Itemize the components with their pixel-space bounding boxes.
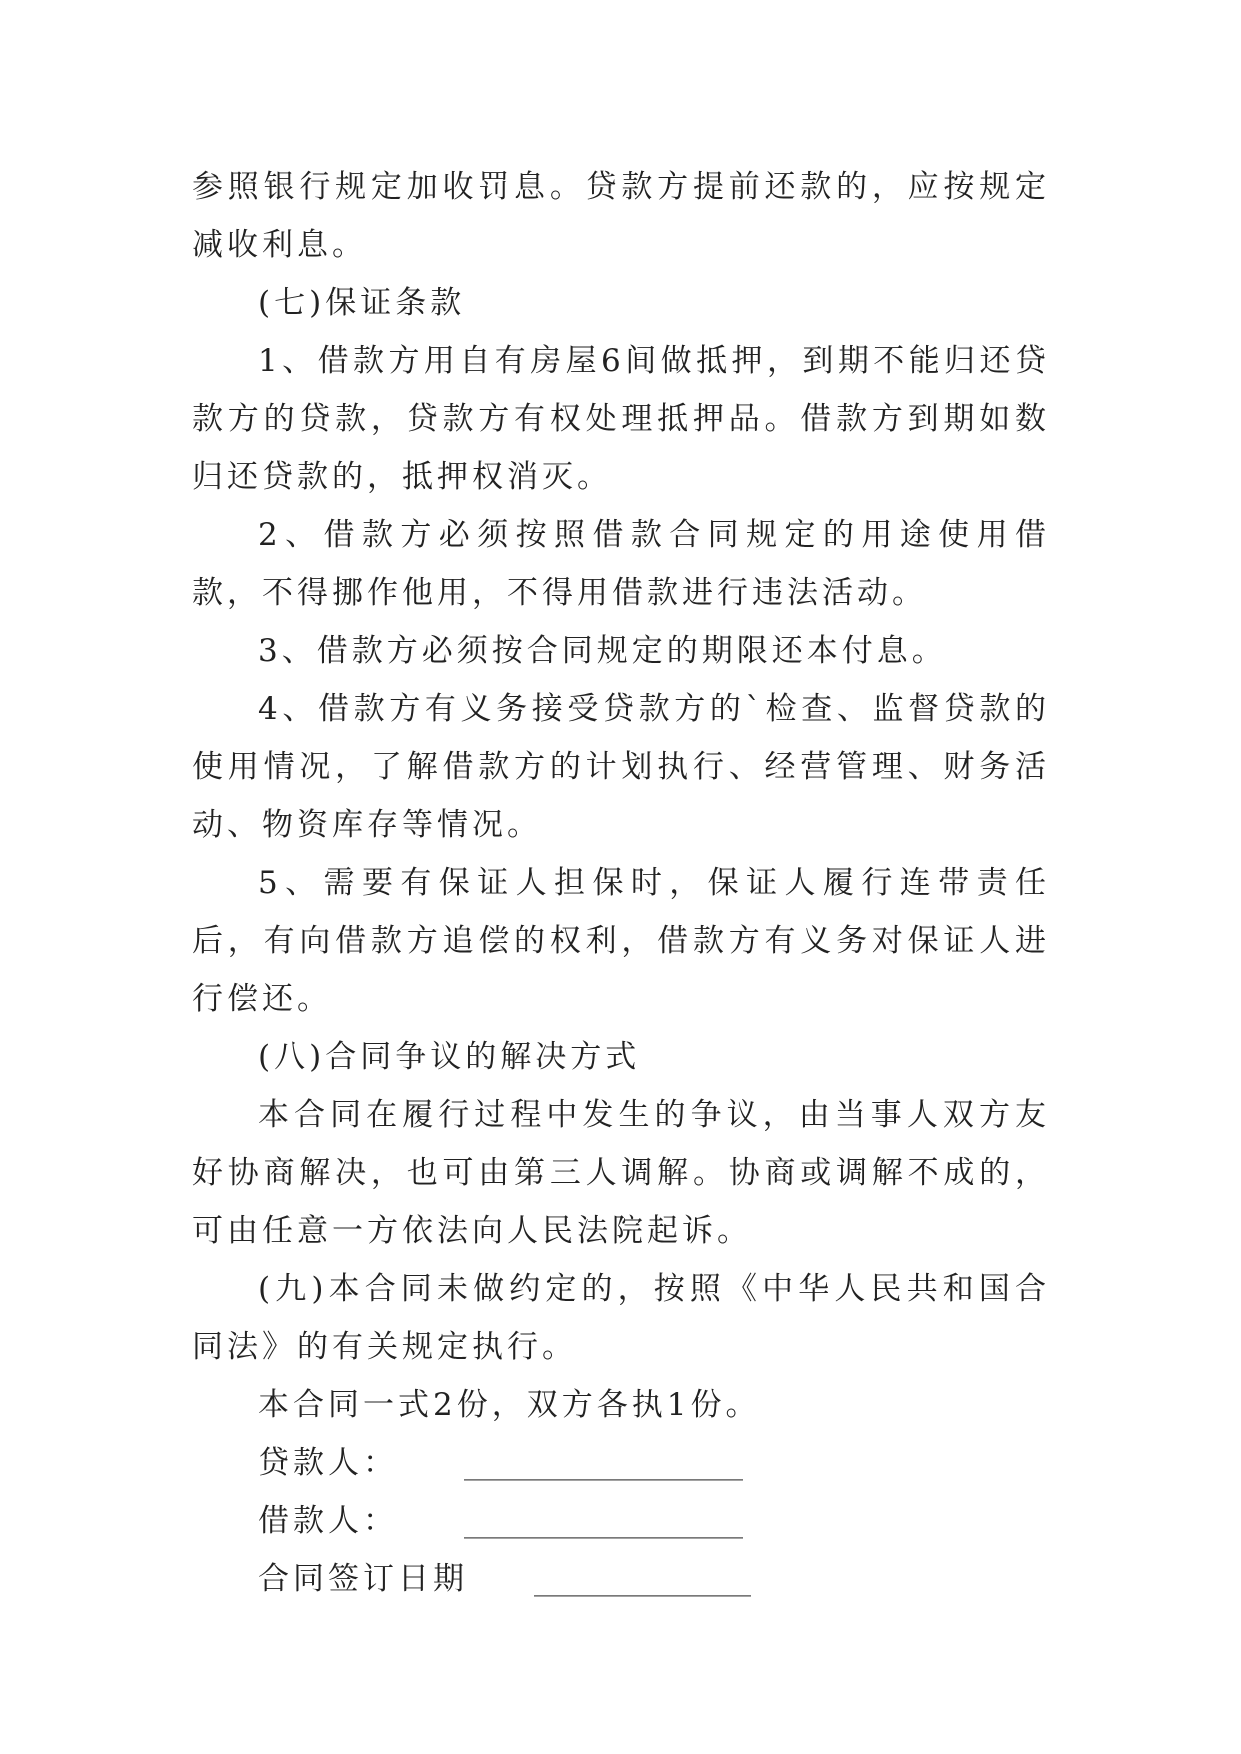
lender-signature-blank[interactable]: __________________ bbox=[464, 1445, 743, 1481]
copies-statement: 本合同一式2份，双方各执1份。 bbox=[258, 1387, 761, 1423]
clause-2-loan-usage: 2、借款方必须按照借款合同规定的用途使用借款，不得挪作他用，不得用借款进行违法活动。 bbox=[192, 517, 1050, 611]
borrower-label: 借款人： bbox=[258, 1503, 398, 1539]
lender-label: 贷款人： bbox=[258, 1445, 398, 1481]
section-heading-dispute: (八)合同争议的解决方式 bbox=[258, 1039, 641, 1075]
lender-signature-line bbox=[192, 1434, 1050, 1492]
clause-5-guarantor: 5、需要有保证人担保时，保证人履行连带责任后，有向借款方追偿的权利，借款方有义务对保证人进行偿还。 bbox=[192, 865, 1050, 1017]
dispute-resolution-text: 本合同在履行过程中发生的争议，由当事人双方友好协商解决，也可由第三人调解。协商或调解不成的，可由任意一方依法向人民法院起诉。 bbox=[192, 1097, 1050, 1249]
clause-1-mortgage: 1、借款方用自有房屋6间做抵押，到期不能归还贷款方的贷款，贷款方有权处理抵押品。借款方到期如数归还贷款的，抵押权消灭。 bbox=[192, 343, 1050, 495]
borrower-signature-blank[interactable]: __________________ bbox=[464, 1503, 743, 1539]
section-nine-applicable-law: (九)本合同未做约定的，按照《中华人民共和国合同法》的有关规定执行。 bbox=[192, 1271, 1050, 1365]
paragraph-penalty-interest: 参照银行规定加收罚息。贷款方提前还款的，应按规定减收利息。 bbox=[192, 169, 1050, 263]
clause-4-supervision: 4、借款方有义务接受贷款方的`检查、监督贷款的使用情况，了解借款方的计划执行、经营管理、财务活动、物资库存等情况。 bbox=[192, 691, 1050, 843]
clause-3-repayment: 3、借款方必须按合同规定的期限还本付息。 bbox=[258, 633, 947, 669]
contract-body bbox=[192, 158, 1050, 1608]
signing-date-blank[interactable]: ______________ bbox=[534, 1561, 751, 1597]
signing-date-label: 合同签订日期 bbox=[258, 1561, 468, 1597]
signing-date-line bbox=[192, 1550, 1050, 1608]
section-heading-guarantee: (七)保证条款 bbox=[258, 285, 466, 321]
borrower-signature-line bbox=[192, 1492, 1050, 1550]
